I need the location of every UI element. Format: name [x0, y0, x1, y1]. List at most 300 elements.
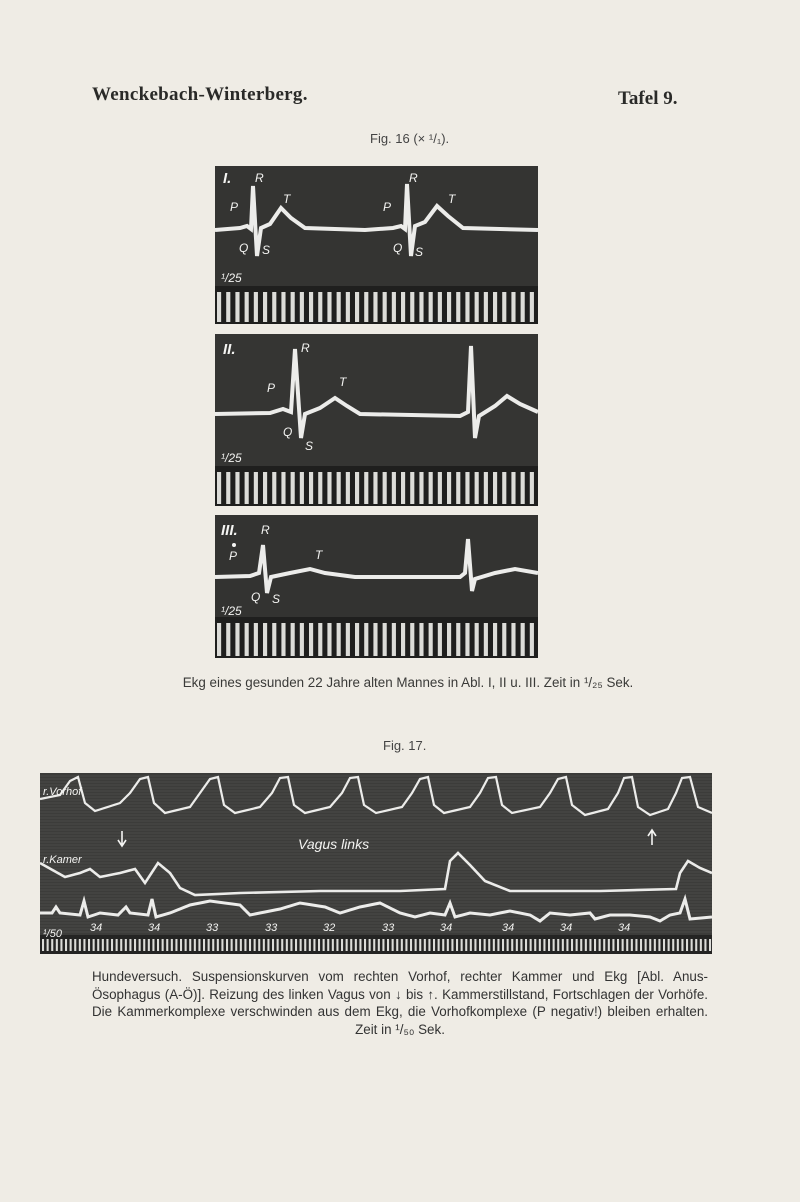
wave-label-t: T [315, 548, 323, 562]
time-scale-label: ¹/25 [221, 604, 242, 618]
time-tick [456, 472, 460, 504]
time-tick [475, 292, 479, 322]
time-tick [465, 292, 469, 322]
time-tick [456, 939, 458, 951]
time-tick [318, 623, 322, 656]
time-tick [461, 939, 463, 951]
time-tick [332, 939, 334, 951]
time-tick [640, 939, 642, 951]
label-vagus: Vagus links [298, 836, 370, 852]
time-tick [373, 939, 375, 951]
time-tick [429, 623, 433, 656]
time-tick [654, 939, 656, 951]
time-tick [272, 939, 274, 951]
time-tick [631, 939, 633, 951]
ecg-trace-lead-2 [215, 334, 538, 506]
time-tick [401, 939, 403, 951]
time-marks-lead-2 [217, 472, 534, 504]
time-tick [424, 939, 426, 951]
time-tick [548, 939, 550, 951]
time-tick [364, 623, 368, 656]
time-tick [134, 939, 136, 951]
beat-count: 34 [148, 922, 161, 934]
time-tick [323, 939, 325, 951]
time-tick [203, 939, 205, 951]
time-tick [162, 939, 164, 951]
time-tick [635, 939, 637, 951]
wave-label-p: P [229, 549, 238, 563]
time-tick [419, 472, 423, 504]
time-tick [272, 472, 276, 504]
time-tick [300, 472, 304, 504]
time-tick [226, 292, 230, 322]
wave-label-t: T [339, 375, 347, 389]
time-tick [290, 939, 292, 951]
time-tick [658, 939, 660, 951]
time-tick [557, 939, 559, 951]
time-tick [429, 472, 433, 504]
time-tick [346, 292, 350, 322]
time-tick [594, 939, 596, 951]
time-tick [291, 292, 295, 322]
time-tick [474, 939, 476, 951]
time-tick [502, 939, 504, 951]
fig16-title: Fig. 16 (× ¹/₁). [370, 131, 450, 146]
time-tick [585, 939, 587, 951]
time-tick [143, 939, 145, 951]
time-tick [83, 939, 85, 951]
time-tick [497, 939, 499, 951]
time-tick [281, 292, 285, 322]
time-tick [387, 939, 389, 951]
lead-label: I. [223, 170, 232, 187]
time-tick [217, 292, 221, 322]
time-tick [254, 292, 258, 322]
time-tick [346, 623, 350, 656]
time-tick [185, 939, 187, 951]
time-tick [102, 939, 104, 951]
time-tick [465, 939, 467, 951]
time-tick [327, 472, 331, 504]
time-tick [263, 292, 267, 322]
time-marks-lead-1 [217, 292, 534, 322]
time-tick [383, 623, 387, 656]
suspension-curve-trace [40, 773, 712, 954]
time-tick [709, 939, 711, 951]
beat-count: 34 [618, 922, 631, 934]
time-tick [470, 939, 472, 951]
time-tick [194, 939, 196, 951]
ecg-panel-lead-1 [215, 166, 538, 324]
time-tick [300, 292, 304, 322]
time-tick [382, 939, 384, 951]
time-tick [530, 939, 532, 951]
time-tick [88, 939, 90, 951]
time-tick [125, 939, 127, 951]
time-tick [267, 939, 269, 951]
wave-label-q: Q [251, 590, 261, 604]
time-tick [392, 939, 394, 951]
time-tick [392, 472, 396, 504]
time-marks-lead-3 [217, 623, 534, 656]
time-tick [139, 939, 141, 951]
time-tick [530, 292, 534, 322]
time-tick [447, 292, 451, 322]
time-tick [245, 623, 249, 656]
time-tick [291, 472, 295, 504]
time-tick [157, 939, 159, 951]
time-tick [336, 939, 338, 951]
time-tick [364, 939, 366, 951]
time-tick [465, 623, 469, 656]
time-tick [106, 939, 108, 951]
time-tick [281, 472, 285, 504]
time-tick [521, 623, 525, 656]
time-tick [419, 292, 423, 322]
time-tick [502, 472, 506, 504]
time-tick [649, 939, 651, 951]
beat-count: 33 [382, 922, 395, 934]
time-tick [254, 472, 258, 504]
wave-label-q: Q [393, 241, 403, 255]
time-tick [419, 939, 421, 951]
time-tick [226, 623, 230, 656]
time-tick [686, 939, 688, 951]
wave-label-t: T [448, 192, 456, 206]
time-tick [175, 939, 177, 951]
time-tick [327, 623, 331, 656]
time-tick [300, 623, 304, 656]
time-tick [530, 472, 534, 504]
time-tick [152, 939, 154, 951]
time-tick [465, 472, 469, 504]
time-tick [337, 623, 341, 656]
time-tick [442, 939, 444, 951]
time-tick [171, 939, 173, 951]
time-tick [438, 292, 442, 322]
beat-count: 34 [502, 922, 515, 934]
time-tick [346, 939, 348, 951]
time-tick [672, 939, 674, 951]
time-tick [272, 623, 276, 656]
time-tick [456, 623, 460, 656]
time-tick [612, 939, 614, 951]
time-tick [392, 623, 396, 656]
time-tick [56, 939, 58, 951]
time-tick [580, 939, 582, 951]
marker-dot [232, 543, 236, 547]
time-tick [405, 939, 407, 951]
time-tick [245, 292, 249, 322]
time-tick [447, 623, 451, 656]
header-authors: Wenckebach-Winterberg. [92, 84, 308, 105]
wave-label-r: R [261, 523, 270, 537]
wave-label-t: T [283, 192, 291, 206]
time-tick [309, 623, 313, 656]
time-tick [359, 939, 361, 951]
time-tick [484, 939, 486, 951]
time-scale-label: ¹/25 [221, 451, 242, 465]
time-tick [475, 472, 479, 504]
time-tick [521, 472, 525, 504]
time-tick [438, 939, 440, 951]
time-tick [65, 939, 67, 951]
beat-count: 34 [440, 922, 453, 934]
ecg-trace-lead-3 [215, 515, 538, 658]
time-tick [401, 292, 405, 322]
wave-label-p: P [267, 381, 276, 395]
time-tick [327, 939, 329, 951]
time-tick [451, 939, 453, 951]
time-tick [484, 472, 488, 504]
time-tick [507, 939, 509, 951]
time-tick [47, 939, 49, 951]
time-tick [286, 939, 288, 951]
suspension-curve-panel [40, 773, 712, 954]
time-tick [622, 939, 624, 951]
header-plate-number: Tafel 9. [618, 88, 678, 109]
time-tick [645, 939, 647, 951]
wave-label-r: R [255, 171, 264, 185]
time-tick [401, 472, 405, 504]
time-tick [235, 939, 237, 951]
time-tick [511, 623, 515, 656]
time-tick [369, 939, 371, 951]
time-tick [309, 939, 311, 951]
time-tick [235, 472, 239, 504]
time-tick [318, 939, 320, 951]
time-tick [70, 939, 72, 951]
time-tick [488, 939, 490, 951]
time-tick [318, 292, 322, 322]
time-tick [373, 472, 377, 504]
time-tick [355, 623, 359, 656]
fig16-caption: Ekg eines gesunden 22 Jahre alten Mannes in Abl. I, II u. III. Zeit in ¹/₂₅ Sek. [182, 675, 634, 690]
time-tick [447, 939, 449, 951]
beat-count: 33 [206, 922, 219, 934]
time-tick [419, 623, 423, 656]
time-tick [337, 472, 341, 504]
time-tick [475, 623, 479, 656]
time-tick [401, 623, 405, 656]
time-tick [254, 939, 256, 951]
lead-label: II. [223, 341, 236, 358]
time-tick [74, 939, 76, 951]
time-tick [438, 472, 442, 504]
time-tick [396, 939, 398, 951]
time-tick [617, 939, 619, 951]
time-tick [309, 472, 313, 504]
wave-label-q: Q [239, 241, 249, 255]
time-tick [221, 939, 223, 951]
time-tick [291, 623, 295, 656]
time-tick [410, 472, 414, 504]
time-tick [226, 472, 230, 504]
time-tick [521, 292, 525, 322]
time-tick [677, 939, 679, 951]
time-tick [355, 292, 359, 322]
beat-count: 32 [323, 922, 336, 934]
wave-label-p: P [230, 200, 239, 214]
ecg-panel-lead-2 [215, 334, 538, 506]
time-tick [217, 623, 221, 656]
time-tick [691, 939, 693, 951]
time-tick [313, 939, 315, 951]
time-tick [534, 939, 536, 951]
time-tick [668, 939, 670, 951]
time-tick [281, 939, 283, 951]
time-tick [511, 292, 515, 322]
time-scale-label: ¹/25 [221, 271, 242, 285]
time-tick [502, 292, 506, 322]
time-tick [235, 292, 239, 322]
time-tick [599, 939, 601, 951]
time-scale-label: ¹/50 [43, 928, 62, 940]
time-tick [415, 939, 417, 951]
time-tick [530, 623, 534, 656]
ecg-panel-lead-3 [215, 515, 538, 658]
lead-label: III. [221, 522, 238, 539]
time-tick [235, 623, 239, 656]
wave-label-p: P [383, 200, 392, 214]
time-tick [511, 939, 513, 951]
time-tick [576, 939, 578, 951]
time-tick [355, 472, 359, 504]
time-tick [277, 939, 279, 951]
time-tick [217, 939, 219, 951]
fig17-title: Fig. 17. [383, 738, 427, 753]
time-tick [438, 623, 442, 656]
time-tick [189, 939, 191, 951]
time-tick [263, 939, 265, 951]
label-ventricle: r.Kamer [43, 854, 82, 866]
time-tick [539, 939, 541, 951]
time-tick [663, 939, 665, 951]
time-tick [433, 939, 435, 951]
time-tick [111, 939, 113, 951]
time-tick [97, 939, 99, 951]
time-tick [93, 939, 95, 951]
time-tick [566, 939, 568, 951]
time-tick [249, 939, 251, 951]
time-tick [543, 939, 545, 951]
time-tick [428, 939, 430, 951]
time-tick [166, 939, 168, 951]
time-tick [410, 939, 412, 951]
time-tick [493, 939, 495, 951]
time-tick [309, 292, 313, 322]
time-tick [589, 939, 591, 951]
time-tick [129, 939, 131, 951]
time-tick [383, 472, 387, 504]
time-tick [258, 939, 260, 951]
wave-label-s: S [262, 243, 271, 257]
time-tick [493, 472, 497, 504]
time-tick [79, 939, 81, 951]
time-tick [695, 939, 697, 951]
time-tick [479, 939, 481, 951]
time-tick [493, 623, 497, 656]
time-tick [603, 939, 605, 951]
time-tick [484, 623, 488, 656]
time-tick [553, 939, 555, 951]
time-tick [378, 939, 380, 951]
time-tick [208, 939, 210, 951]
time-tick [295, 939, 297, 951]
time-tick [511, 472, 515, 504]
time-tick [502, 623, 506, 656]
time-tick [700, 939, 702, 951]
time-tick [373, 292, 377, 322]
time-tick [493, 292, 497, 322]
wave-label-s: S [272, 592, 281, 606]
time-tick [484, 292, 488, 322]
time-tick [318, 472, 322, 504]
time-tick [51, 939, 53, 951]
beat-count: 33 [265, 922, 278, 934]
time-tick [383, 292, 387, 322]
time-tick [350, 939, 352, 951]
time-tick [300, 939, 302, 951]
time-tick [410, 292, 414, 322]
ecg-trace-lead-1 [215, 166, 538, 324]
time-tick [364, 472, 368, 504]
time-tick [608, 939, 610, 951]
wave-label-r: R [301, 341, 310, 355]
beat-count: 34 [560, 922, 573, 934]
time-tick [392, 292, 396, 322]
time-tick [120, 939, 122, 951]
time-tick [337, 292, 341, 322]
time-tick [626, 939, 628, 951]
time-tick [373, 623, 377, 656]
time-tick [231, 939, 233, 951]
time-tick [263, 472, 267, 504]
time-tick [148, 939, 150, 951]
wave-label-q: Q [283, 425, 293, 439]
time-tick [364, 292, 368, 322]
fig17-caption: Hundeversuch. Suspensionskurven vom rechten Vorhof, rechter Kammer und Ekg [Abl. Anus-Ösophagus (A-Ö)]. Reizung des linken Vagus von ↓ bis ↑. Kammerstillstand, Fortschlagen der Vorhöfe. Die Kammerkomplexe verschwinden aus dem Ekg, die Vorhofkomplexe (P negativ!) bleiben erhalten. Zeit in ¹/₅₀ Sek. [92, 969, 708, 1037]
time-tick [263, 623, 267, 656]
time-tick [681, 939, 683, 951]
time-tick [254, 623, 258, 656]
time-tick [429, 292, 433, 322]
wave-label-r: R [409, 171, 418, 185]
time-tick [571, 939, 573, 951]
time-tick [180, 939, 182, 951]
time-tick [516, 939, 518, 951]
time-tick [304, 939, 306, 951]
time-tick [447, 472, 451, 504]
time-tick [116, 939, 118, 951]
time-tick [562, 939, 564, 951]
wave-label-s: S [305, 439, 314, 453]
label-atrium: r.Vorhof [43, 786, 82, 798]
time-tick [240, 939, 242, 951]
time-tick [60, 939, 62, 951]
wave-label-s: S [415, 245, 424, 259]
time-tick [226, 939, 228, 951]
time-tick [212, 939, 214, 951]
time-tick [456, 292, 460, 322]
time-tick [217, 472, 221, 504]
time-tick [281, 623, 285, 656]
time-tick [245, 472, 249, 504]
time-tick [42, 939, 44, 951]
time-tick [341, 939, 343, 951]
time-tick [520, 939, 522, 951]
beat-count: 34 [90, 922, 103, 934]
